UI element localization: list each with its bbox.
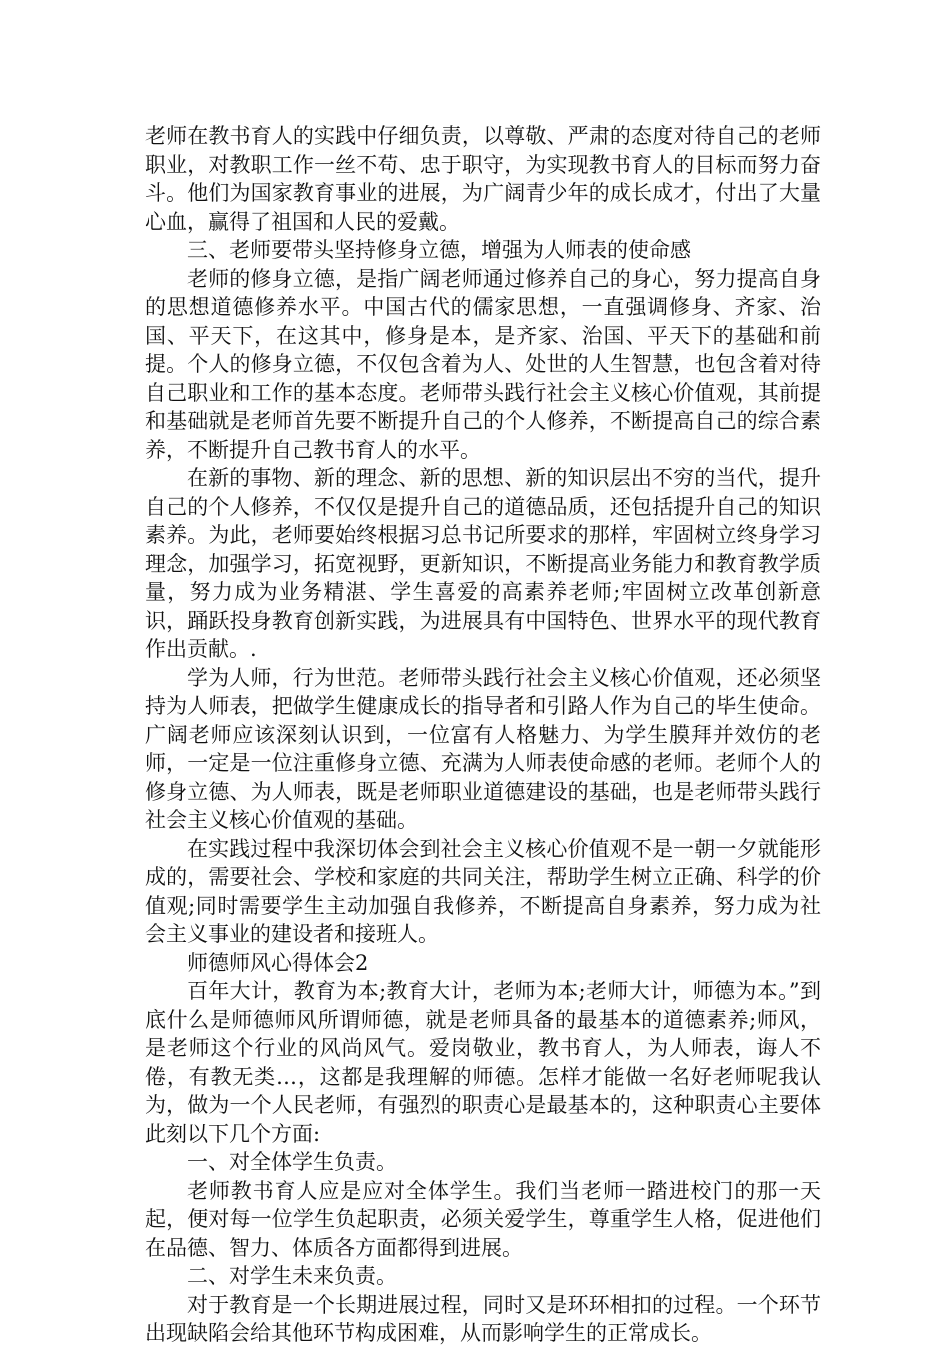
paragraph: 在实践过程中我深切体会到社会主义核心价值观不是一朝一夕就能形成的，需要社会、学校和家庭的共同关注，帮助学生树立正确、科学的价值观;同时需要学生主动加强自我修养，不断提高自身素养，努力成为社会主义事业的建设者和接班人。: [145, 836, 821, 946]
article-title: 师德师风心得体会2: [187, 950, 369, 975]
paragraph: 学为人师，行为世范。老师带头践行社会主义核心价值观，还必须坚持为人师表，把做学生健康成长的指导者和引路人作为自己的毕生使命。广阔老师应该深刻认识到，一位富有人格魅力、为学生膜拜并效仿的老师，一定是一位注重修身立德、充满为人师表使命感的老师。老师个人的修身立德、为人师表，既是老师职业道德建设的基础，也是老师带头践行社会主义核心价值观的基础。: [145, 665, 821, 832]
document-page: [145, 122, 821, 1348]
section-heading-1: 一、对全体学生负责。: [187, 1150, 397, 1174]
paragraph-continued: 老师在教书育人的实践中仔细负责，以尊敬、严肃的态度对待自己的老师职业，对教职工作一丝不苟、忠于职守，为实现教书育人的目标而努力奋斗。他们为国家教育事业的进展，为广阔青少年的成长成才，付出了大量心血，赢得了祖国和人民的爱戴。: [145, 124, 821, 234]
paragraph: 百年大计，教育为本;教育大计，老师为本;老师大计，师德为本。”到底什么是师德师风所谓师德，就是老师具备的最基本的道德素养;师风，是老师这个行业的风尚风气。爱岗敬业，教书育人，为人师表，诲人不倦，有教无类…，这都是我理解的师德。怎样才能做一名好老师呢我认为，做为一个人民老师，有强烈的职责心是最基本的，这种职责心主要体此刻以下几个方面:: [145, 979, 821, 1146]
paragraph: 在新的事物、新的理念、新的思想、新的知识层出不穷的当代，提升自己的个人修养，不仅仅是提升自己的道德品质，还包括提升自己的知识素养。为此，老师要始终根据习总书记所要求的那样，牢固树立终身学习理念，加强学习，拓宽视野，更新知识，不断提高业务能力和教育教学质量，努力成为业务精湛、学生喜爱的高素养老师;牢固树立改革创新意识，踊跃投身教育创新实践，为进展具有中国特色、世界水平的现代教育作出贡献。.: [145, 466, 821, 661]
paragraph: 对于教育是一个长期进展过程，同时又是环环相扣的过程。一个环节出现缺陷会给其他环节构成困难，从而影响学生的正常成长。: [145, 1292, 821, 1345]
section-heading-3: 三、老师要带头坚持修身立德，增强为人师表的使命感: [187, 238, 691, 262]
paragraph: 老师的修身立德，是指广阔老师通过修养自己的身心，努力提高自身的思想道德修养水平。中国古代的儒家思想，一直强调修身、齐家、治国、平天下，在这其中，修身是本，是齐家、治国、平天下的基础和前提。个人的修身立德，不仅包含着为人、处世的人生智慧，也包含着对待自己职业和工作的基本态度。老师带头践行社会主义核心价值观，其前提和基础就是老师首先要不断提升自己的个人修养，不断提高自己的综合素养，不断提升自己教书育人的水平。: [145, 266, 821, 462]
paragraph: 老师教书育人应是应对全体学生。我们当老师一踏进校门的那一天起，便对每一位学生负起职责，必须关爱学生，尊重学生人格，促进他们在品德、智力、体质各方面都得到进展。: [145, 1178, 821, 1260]
section-heading-2: 二、对学生未来负责。: [187, 1264, 397, 1288]
